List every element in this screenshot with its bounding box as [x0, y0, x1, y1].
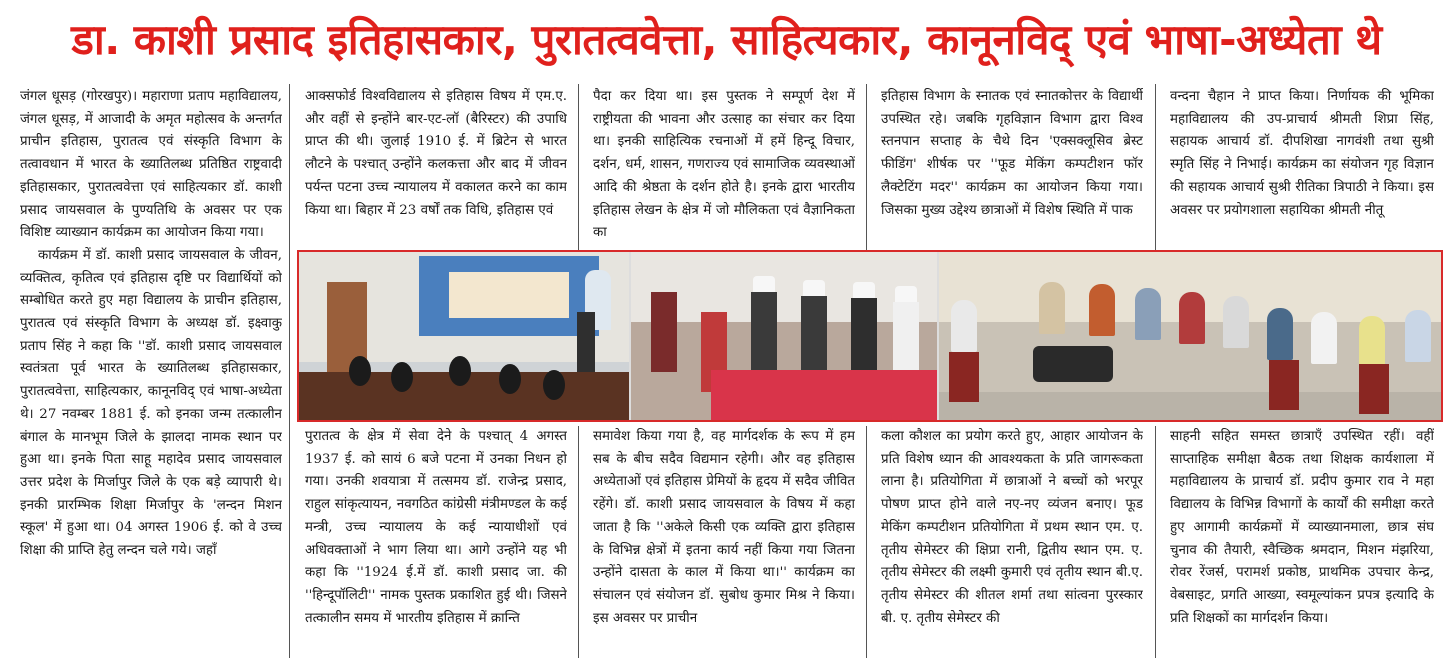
food-competition-photo [631, 252, 937, 420]
column-rule [578, 426, 579, 658]
column-2-bottom [305, 426, 567, 658]
paragraph: कार्यक्रम में डॉ. काशी प्रसाद जायसवाल के जीवन, व्यक्तित्व, कृतित्व एवं इतिहास दृष्टि पर विद्यार्थियों को सम्बोधित करते हुए महा विद्यालय के प्राचीन इतिहास, पुरातत्व एवं संस्कृति विभाग के अध्यक्ष डॉ. इक्ष्वाकु प्रताप सिंह ने कहा कि ''डॉ. काशी प्रसाद जायसवाल स्वतंत्रता पूर्व भारत के ख्यातिलब्ध इतिहासकार, पुरातत्ववेत्ता, साहित्यकार, कानूनविद् एवं भाषा-अध्येता थे। 27 नवम्बर 1881 ई. को इनका जन्म तत्कालीन बंगाल के मानभूम जिले के झालदा नामक स्थान पर हुआ था। इनके पिता साहू महादेव प्रसाद जायसवाल उत्तर प्रदेश के मिर्जापुर जिले के एक बड़े व्यापारी थे। इनकी प्रारम्भिक शिक्षा मिर्जापुर के 'लन्दन मिशन स्कूल' में हुआ था। 04 अगस्त 1906 ई. को वे उच्च शिक्षा की प्राप्ति हेतु लन्दन चले गये। जहाँ [20, 247, 282, 559]
column-rule [866, 426, 867, 658]
paragraph: आक्सफोर्ड विश्वविद्यालय से इतिहास विषय में एम.ए. और वहीं से इन्होंने बार-एट-लॉ (बैरिस्टर) की उपाधि प्राप्त की थी। जुलाई 1910 ई. में ब्रिटेन से भारत लौटने के पश्चात् उन्होंने कलकत्ता और बाद में जीवन पर्यन्त पटना उच्च न्यायालय में वकालत करने का काम किया था। बिहार में 23 वर्षों तक विधि, इतिहास एवं [305, 89, 567, 218]
lecture-photo [299, 252, 629, 420]
paragraph: जंगल धूसड़ (गोरखपुर)। महाराणा प्रताप महाविद्यालय, जंगल धूसड़, में आजादी के अमृत महोत्सव के अन्तर्गत प्राचीन इतिहास, पुरातत्व एवं संस्कृति विभाग के तत्वावधान में भारत के ख्यातिलब्ध प्रतिष्ठित राष्ट्रवादी इतिहासकार, पुरातत्ववेत्ता एवं साहित्यकार डॉ. काशी प्रसाद जायसवाल के पुण्यतिथि के अवसर पर एक विशिष्ट व्याख्यान कार्यक्रम का आयोजन किया गया। [20, 89, 282, 241]
column-3-bottom [593, 426, 855, 658]
paragraph: समावेश किया गया है, वह मार्गदर्शक के रूप में हम सब के बीच सदैव विद्यमान रहेगी। और वह इतिहास अध्येताओं एवं इतिहास प्रेमियों के हृदय में सदैव जीवित रहेंगे। डॉ. काशी प्रसाद जायसवाल के विषय में कहा जाता है कि ''अकेले किसी एक व्यक्ति द्वारा इतिहास के विभिन्न क्षेत्रों में इतना कार्य नहीं किया गया जितना उन्होंने दासता के काल में किया था।'' कार्यक्रम का संचालन एवं संयोजन डॉ. सुबोध कुमार मिश्र ने किया। इस अवसर पर प्राचीन [593, 429, 855, 626]
column-5-bottom [1170, 426, 1434, 658]
paragraph: वन्दना चैहान ने प्राप्त किया। निर्णायक की भूमिका महाविद्यालय की उप-प्राचार्य श्रीमती शिप्रा सिंह, सहायक आचार्य डॉ. दीपशिखा नागवंशी तथा सुश्री स्मृति सिंह ने निभाई। कार्यक्रम का संयोजन गृह विज्ञान की सहायक आचार्य सुश्री रीतिका त्रिपाठी ने किया। इस अवसर पर प्रयोगशाला सहायिका श्रीमती नीतू [1170, 89, 1434, 218]
column-1 [20, 86, 282, 658]
column-4-bottom [881, 426, 1143, 658]
paragraph: पैदा कर दिया था। इस पुस्तक ने सम्पूर्ण देश में राष्ट्रीयता की भावना और उत्साह का संचार कर दिया था। इनकी साहित्यिक रचनाओं में हमें हिन्दू विचार, दर्शन, धर्म, शासन, गणराज्य एवं सामाजिक व्यवस्थाओं आदि की श्रेष्ठता के दर्शन होते है। इनके द्वारा भारतीय इतिहास लेखन के क्षेत्र में जो मौलिकता एवं वैज्ञानिकता का [593, 89, 855, 241]
paragraph: इतिहास विभाग के स्नातक एवं स्नातकोत्तर के विद्यार्थी उपस्थित रहे। जबकि गृहविज्ञान विभाग द्वारा विश्व स्तनपान सप्ताह के चैथे दिन 'एक्सक्लूसिव ब्रेस्ट फीडिंग' शीर्षक पर ''फूड मेकिंग कम्पटीशन फॉर लैक्टेटिंग मदर'' कार्यक्रम का आयोजन किया गया। जिसका मुख्य उद्देश्य छात्राओं में विशेष स्थिति में पाक [881, 89, 1143, 218]
column-rule [289, 84, 290, 658]
paragraph: साहनी सहित समस्त छात्राएँ उपस्थित रहीं। वहीं साप्ताहिक समीक्षा बैठक तथा शिक्षक कार्यशाला में महाविद्यालय के प्राचार्य डॉ. प्रदीप कुमार राव ने महा विद्यालय के विभिन्न विभागों के कार्यों की समीक्षा करते हुए आगामी कार्यक्रमों में व्याख्यानमाला, छात्र संघ चुनाव की तैयारी, स्वैच्छिक श्रमदान, मिशन मंझरिया, रोवर रेंजर्स, परामर्श प्रकोष्ठ, प्राथमिक उपचार केन्द्र, वेबसाइट, प्रगति आख्या, स्वमूल्यांकन प्रपत्र इत्यादि के प्रति शिक्षकों का मार्गदर्शन किया। [1170, 429, 1434, 626]
paragraph: कला कौशल का प्रयोग करते हुए, आहार आयोजन के प्रति विशेष ध्यान की आवश्यकता के प्रति जागरूकता लाना है। प्रतियोगिता में छात्राओं ने बच्चों को भरपूर पोषण प्राप्त होने वाले नए-नए व्यंजन बनाए। फूड मेकिंग कम्पटीशन प्रतियोगिता में प्रथम स्थान एम. ए. तृतीय सेमेस्टर की क्षिप्रा रानी, द्वितीय स्थान एम. ए. तृतीय सेमेस्टर की लक्ष्मी कुमारी एवं तृतीय स्थान बी.ए. तृतीय सेमेस्टर की शीतल शर्मा तथा सांत्वना पुरस्कार बी. ए. तृतीय सेमेस्टर की [881, 429, 1143, 626]
meeting-photo [939, 252, 1443, 420]
table [1033, 346, 1113, 382]
headline: डा. काशी प्रसाद इतिहासकार, पुरातत्ववेत्ता, साहित्यकार, कानूनविद् एवं भाषा-अध्येता थे [71, 15, 1382, 64]
photo-strip [297, 250, 1443, 422]
column-3-top [593, 86, 855, 246]
column-rule [578, 84, 579, 250]
column-rule [1155, 426, 1156, 658]
column-4-top [881, 86, 1143, 246]
column-rule [866, 84, 867, 250]
paragraph: पुरातत्व के क्षेत्र में सेवा देने के पश्चात् 4 अगस्त 1937 ई. को सायं 6 बजे पटना में उनका निधन हो गया। उनकी शवयात्रा में तत्समय डॉ. राजेन्द्र प्रसाद, राहुल सांकृत्यायन, नवगठित कांग्रेसी मंत्रीमण्डल के कई मन्त्री, उच्च न्यायालय के कई न्यायाधीशों एवं अधिवक्ताओं ने भाग लिया था। आगे उन्होंने यह भी कहा कि ''1924 ई.में डॉ. काशी प्रसाद जा. की ''हिन्दूपॉलिटी'' नामक पुस्तक प्रकाशित हुई थी। जिसने तत्कालीन समय में भारतीय इतिहास में क्रान्ति [305, 429, 567, 626]
table [711, 370, 937, 420]
column-2-top [305, 86, 567, 246]
column-5-top [1170, 86, 1434, 246]
column-rule [1155, 84, 1156, 250]
